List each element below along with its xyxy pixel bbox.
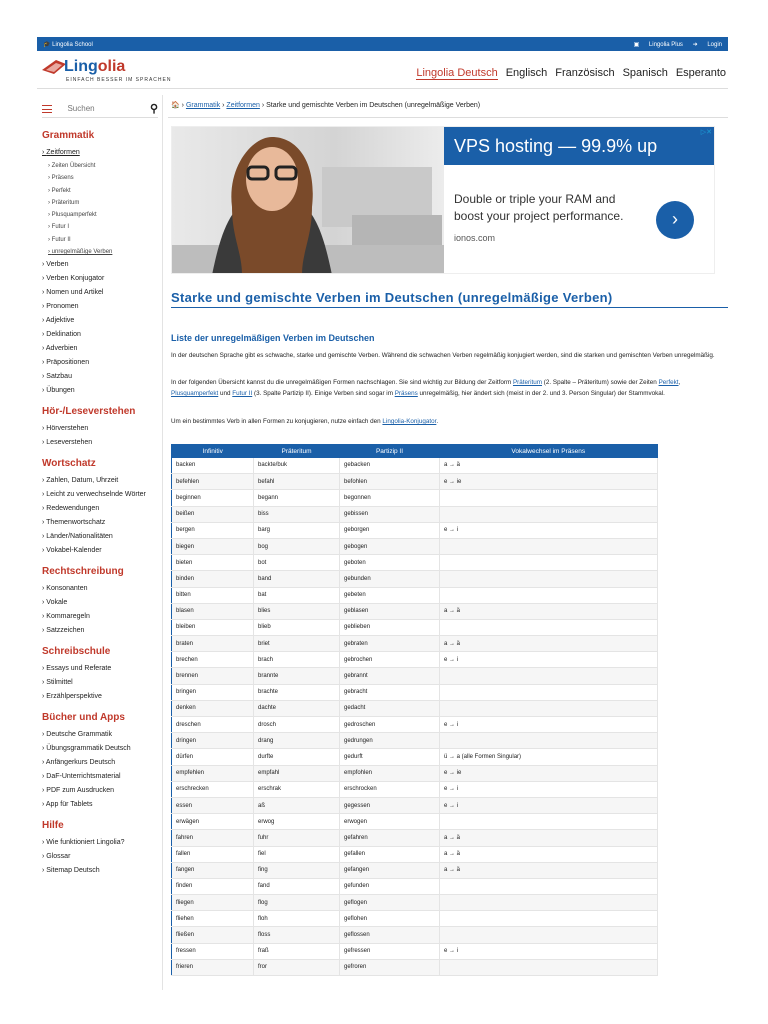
logo-text: Lingolia	[64, 58, 126, 75]
table-cell: essen	[172, 797, 254, 813]
search-bar	[42, 100, 158, 118]
breadcrumb-grammatik[interactable]: Grammatik	[185, 102, 221, 109]
table-row	[172, 538, 658, 554]
table-row	[172, 911, 658, 927]
sidebar-item[interactable]: › Adverbien	[42, 342, 158, 356]
table-cell: begonnen	[340, 490, 440, 506]
table-cell: gebunden	[340, 571, 440, 587]
table-cell: geflogen	[340, 895, 440, 911]
table-cell: brechen	[172, 652, 254, 668]
table-cell: bitten	[172, 587, 254, 603]
section-hoerverstehen[interactable]: Hör-/Leseverstehen	[42, 406, 136, 418]
table-cell: geblasen	[340, 603, 440, 619]
table-cell: bat	[254, 587, 340, 603]
sidebar-item[interactable]: › Glossar	[42, 850, 158, 864]
table-cell: backte/buk	[254, 458, 340, 474]
table-cell: gefallen	[340, 846, 440, 862]
sidebar-item[interactable]: › Deutsche Grammatik	[42, 728, 158, 742]
sidebar-item[interactable]: › Zahlen, Datum, Uhrzeit	[42, 474, 158, 488]
sidebar-subitem-active[interactable]: › unregelmäßige Verben	[42, 246, 158, 258]
table-cell: e → i	[440, 652, 658, 668]
col-praeteritum: Präteritum	[254, 445, 340, 458]
sidebar-item[interactable]: › Adjektive	[42, 314, 158, 328]
table-cell: fahren	[172, 830, 254, 846]
table-cell: gebacken	[340, 458, 440, 474]
table-row	[172, 619, 658, 635]
table-cell	[440, 684, 658, 700]
sidebar-subitem[interactable]: › Futur I	[42, 221, 158, 233]
sidebar-divider	[162, 95, 163, 990]
table-cell: finden	[172, 878, 254, 894]
table-cell: gebraten	[340, 636, 440, 652]
sidebar-item[interactable]: › PDF zum Ausdrucken	[42, 784, 158, 798]
breadcrumb: 🏠 › Grammatik › Zeitformen › Starke und gemischte Verben im Deutschen (unregelmäßige Verben)	[171, 102, 481, 109]
table-cell: empfohlen	[340, 765, 440, 781]
sidebar-item[interactable]: › Themenwortschatz	[42, 516, 158, 530]
sidebar-item[interactable]: › Essays und Referate	[42, 662, 158, 676]
sidebar-item[interactable]: › Anfängerkurs Deutsch	[42, 756, 158, 770]
sidebar-item[interactable]: › Pronomen	[42, 300, 158, 314]
table-cell: backen	[172, 458, 254, 474]
sidebar-item[interactable]: › App für Tablets	[42, 798, 158, 812]
table-row	[172, 490, 658, 506]
table-cell: gedurft	[340, 749, 440, 765]
table-cell: gebeten	[340, 587, 440, 603]
table-cell: gefahren	[340, 830, 440, 846]
table-cell: fangen	[172, 862, 254, 878]
lingolia-school-link[interactable]: 🎓 Lingolia School	[43, 41, 93, 48]
table-cell	[440, 959, 658, 975]
breadcrumb-zeitformen[interactable]: Zeitformen	[226, 102, 260, 109]
table-cell: a → ä	[440, 636, 658, 652]
table-cell	[440, 587, 658, 603]
ad-photo-illustration	[172, 127, 444, 274]
table-cell: fließen	[172, 927, 254, 943]
breadcrumb-divider	[168, 117, 728, 118]
table-row	[172, 959, 658, 975]
table-row	[172, 652, 658, 668]
table-row	[172, 814, 658, 830]
table-cell	[440, 668, 658, 684]
sidebar-item[interactable]: › Länder/Nationalitäten	[42, 530, 158, 544]
table-cell: dürfen	[172, 749, 254, 765]
lang-esperanto[interactable]: Esperanto	[675, 67, 726, 79]
table-row	[172, 749, 658, 765]
logo-tagline: EINFACH BESSER IM SPRACHEN	[66, 77, 172, 83]
table-row	[172, 506, 658, 522]
viewport-cutoff	[171, 983, 658, 991]
table-cell: dringen	[172, 733, 254, 749]
table-cell: e → ie	[440, 474, 658, 490]
sidebar-item[interactable]: › Redewendungen	[42, 502, 158, 516]
table-cell: brennen	[172, 668, 254, 684]
adchoices-icon[interactable]: ▷✕	[700, 129, 712, 136]
sidebar-item[interactable]: › Wie funktioniert Lingolia?	[42, 836, 158, 850]
section-schreibschule[interactable]: Schreibschule	[42, 646, 111, 658]
table-cell	[440, 538, 658, 554]
sidebar	[42, 100, 158, 878]
table-row	[172, 458, 658, 474]
section-subtitle: Liste der unregelmäßigen Verben im Deutschen	[171, 333, 375, 343]
breadcrumb-current: Starke und gemischte Verben im Deutschen (unregelmäßige Verben)	[266, 102, 481, 109]
table-row	[172, 797, 658, 813]
table-cell: empfehlen	[172, 765, 254, 781]
col-vokalwechsel: Vokalwechsel im Präsens	[440, 445, 658, 458]
table-row	[172, 765, 658, 781]
logo-mark-icon	[42, 60, 66, 74]
verb-table	[171, 444, 658, 976]
table-cell: gebissen	[340, 506, 440, 522]
top-utility-bar	[37, 37, 728, 51]
table-cell: a → ä	[440, 862, 658, 878]
lang-spanisch[interactable]: Spanisch	[622, 67, 668, 79]
table-cell	[440, 911, 658, 927]
sidebar-item[interactable]: › Leicht zu verwechselnde Wörter	[42, 488, 158, 502]
table-cell: geblieben	[340, 619, 440, 635]
lang-englisch[interactable]: Englisch	[505, 67, 548, 79]
sidebar-item[interactable]: › Stilmittel	[42, 676, 158, 690]
table-cell: geboten	[340, 555, 440, 571]
sidebar-subitem[interactable]: › Plusquamperfekt	[42, 209, 158, 221]
lang-deutsch[interactable]: Lingolia Deutsch	[416, 67, 498, 79]
sidebar-item[interactable]: › Übungsgrammatik Deutsch	[42, 742, 158, 756]
table-cell	[440, 490, 658, 506]
table-cell: gefunden	[340, 878, 440, 894]
table-header-row	[172, 445, 658, 458]
ad-headline[interactable]: VPS hosting — 99.9% up	[444, 127, 715, 165]
table-cell: brannte	[254, 668, 340, 684]
language-nav	[416, 67, 726, 80]
table-cell: blies	[254, 603, 340, 619]
ad-arrow-button[interactable]: ›	[656, 201, 694, 239]
sidebar-item[interactable]: › Vokale	[42, 596, 158, 610]
advertisement[interactable]	[171, 126, 715, 274]
table-row	[172, 733, 658, 749]
table-row	[172, 878, 658, 894]
sidebar-subitem[interactable]: › Präteritum	[42, 197, 158, 209]
table-cell: empfahl	[254, 765, 340, 781]
login-link[interactable]: ➜ Login	[692, 41, 722, 48]
sidebar-item-zeitformen[interactable]: › Zeitformen	[42, 146, 158, 160]
table-cell: gefroren	[340, 959, 440, 975]
table-row	[172, 895, 658, 911]
table-cell: bringen	[172, 684, 254, 700]
table-cell: fraß	[254, 943, 340, 959]
table-cell: begann	[254, 490, 340, 506]
table-cell: bieten	[172, 555, 254, 571]
table-cell: gegessen	[340, 797, 440, 813]
table-cell: bot	[254, 555, 340, 571]
sidebar-item[interactable]: › Deklination	[42, 328, 158, 342]
overview-paragraph: In der folgenden Übersicht kannst du die unregelmäßigen Formen nachschlagen. Sie sind wichtig zur Bildung der Zeitform Präteritum (2. Spalte – Präteritum) sowie der Zeiten Perfekt, Plusquamperfekt und Futur II (3. Spalte Partizip II). Einige Verben sind sogar im Präsens unregelmäßig, hier ändert sich (meist in der 2. und 3. Person Singular) der Stammvokal.	[171, 379, 681, 397]
table-row	[172, 781, 658, 797]
table-cell: gebrochen	[340, 652, 440, 668]
table-cell	[440, 814, 658, 830]
table-cell	[440, 878, 658, 894]
table-cell: braten	[172, 636, 254, 652]
table-cell: befehlen	[172, 474, 254, 490]
table-row	[172, 555, 658, 571]
table-cell: blieb	[254, 619, 340, 635]
table-cell: drosch	[254, 717, 340, 733]
table-cell: a → ä	[440, 830, 658, 846]
table-cell: gefressen	[340, 943, 440, 959]
sidebar-item[interactable]: › Erzählperspektive	[42, 690, 158, 704]
table-cell	[440, 927, 658, 943]
table-cell: a → ä	[440, 458, 658, 474]
link-konjugator[interactable]: Lingolia-Konjugator	[382, 418, 437, 425]
table-cell: ü → a (alle Formen Singular)	[440, 749, 658, 765]
page-title: Starke und gemischte Verben im Deutschen (unregelmäßige Verben)	[171, 290, 613, 305]
table-row	[172, 668, 658, 684]
table-row	[172, 846, 658, 862]
table-cell: e → i	[440, 522, 658, 538]
table-cell: gebogen	[340, 538, 440, 554]
table-cell: geflossen	[340, 927, 440, 943]
table-cell: gebrannt	[340, 668, 440, 684]
table-cell: befohlen	[340, 474, 440, 490]
sidebar-subitem[interactable]: › Präsens	[42, 172, 158, 184]
table-cell: gedrungen	[340, 733, 440, 749]
link-futur-ii[interactable]: Futur II	[232, 390, 253, 397]
sidebar-item[interactable]: › Vokabel-Kalender	[42, 544, 158, 558]
menu-icon[interactable]	[42, 105, 52, 113]
table-cell: geflohen	[340, 911, 440, 927]
ad-body: Double or triple your RAM and boost your project performance.	[454, 192, 624, 223]
table-cell: e → i	[440, 717, 658, 733]
table-cell: bleiben	[172, 619, 254, 635]
search-input[interactable]	[67, 104, 139, 113]
search-icon[interactable]: ⚲	[149, 103, 158, 115]
table-cell: geborgen	[340, 522, 440, 538]
table-cell: fliehen	[172, 911, 254, 927]
table-cell: barg	[254, 522, 340, 538]
sidebar-item[interactable]: › Leseverstehen	[42, 436, 158, 450]
table-cell: e → i	[440, 781, 658, 797]
table-cell	[440, 506, 658, 522]
table-cell: flog	[254, 895, 340, 911]
sidebar-item[interactable]: › Satzzeichen	[42, 624, 158, 638]
col-partizip: Partizip II	[340, 445, 440, 458]
table-cell: fressen	[172, 943, 254, 959]
konjugator-paragraph: Um ein bestimmtes Verb in allen Formen zu konjugieren, nutze einfach den Lingolia-Konjugator.	[171, 418, 439, 425]
lang-franzoesisch[interactable]: Französisch	[555, 67, 615, 79]
table-cell: fallen	[172, 846, 254, 862]
table-cell: erschrak	[254, 781, 340, 797]
lingolia-plus-link[interactable]: ▣ Lingolia Plus	[633, 41, 683, 48]
site-logo[interactable]	[42, 58, 172, 88]
sidebar-item[interactable]: › Kommaregeln	[42, 610, 158, 624]
table-cell: gebracht	[340, 684, 440, 700]
sidebar-item[interactable]: › Übungen	[42, 384, 158, 398]
table-cell: fiel	[254, 846, 340, 862]
table-row	[172, 603, 658, 619]
table-row	[172, 700, 658, 716]
table-cell: e → ie	[440, 765, 658, 781]
table-cell	[440, 733, 658, 749]
table-row	[172, 830, 658, 846]
sidebar-item[interactable]: › Konsonanten	[42, 582, 158, 596]
table-row	[172, 927, 658, 943]
table-cell: erschrecken	[172, 781, 254, 797]
section-rechtschreibung[interactable]: Rechtschreibung	[42, 566, 124, 578]
table-row	[172, 943, 658, 959]
table-cell: befahl	[254, 474, 340, 490]
table-cell: biss	[254, 506, 340, 522]
table-cell: beißen	[172, 506, 254, 522]
table-cell: briet	[254, 636, 340, 652]
table-cell: fror	[254, 959, 340, 975]
table-cell: fliegen	[172, 895, 254, 911]
section-buecher[interactable]: Bücher und Apps	[42, 712, 125, 724]
table-row	[172, 717, 658, 733]
table-row	[172, 571, 658, 587]
table-cell: drang	[254, 733, 340, 749]
section-wortschatz[interactable]: Wortschatz	[42, 458, 96, 470]
table-cell: bog	[254, 538, 340, 554]
table-cell: frieren	[172, 959, 254, 975]
table-cell: brachte	[254, 684, 340, 700]
table-row	[172, 862, 658, 878]
table-cell: durfte	[254, 749, 340, 765]
header-divider	[37, 88, 728, 89]
link-plusquamperfekt[interactable]: Plusquamperfekt	[171, 390, 219, 397]
table-cell: fing	[254, 862, 340, 878]
table-cell	[440, 700, 658, 716]
table-cell: e → i	[440, 943, 658, 959]
table-cell: beginnen	[172, 490, 254, 506]
table-cell	[440, 555, 658, 571]
table-cell: a → ä	[440, 603, 658, 619]
table-cell: binden	[172, 571, 254, 587]
table-cell: gedacht	[340, 700, 440, 716]
table-cell: denken	[172, 700, 254, 716]
table-cell: fuhr	[254, 830, 340, 846]
table-cell: dreschen	[172, 717, 254, 733]
section-hilfe[interactable]: Hilfe	[42, 820, 64, 832]
table-cell	[440, 619, 658, 635]
sidebar-item[interactable]: › Hörverstehen	[42, 422, 158, 436]
link-praeteritum[interactable]: Präteritum	[512, 379, 543, 386]
table-cell: dachte	[254, 700, 340, 716]
link-praesens[interactable]: Präsens	[394, 390, 418, 397]
sidebar-subitem[interactable]: › Zeiten Übersicht	[42, 160, 158, 172]
table-cell: band	[254, 571, 340, 587]
table-cell: a → ä	[440, 846, 658, 862]
table-cell: gefangen	[340, 862, 440, 878]
intro-paragraph: In der deutschen Sprache gibt es schwache, starke und gemischte Verben. Während die schwachen Verben regelmäßig konjugiert werden, sind die starken und gemischten Verben unregelmäßig.	[171, 352, 715, 359]
table-cell: gedroschen	[340, 717, 440, 733]
col-infinitiv: Infinitiv	[172, 445, 254, 458]
sidebar-item[interactable]: › Nomen und Artikel	[42, 286, 158, 300]
table-cell: aß	[254, 797, 340, 813]
table-row	[172, 587, 658, 603]
section-grammatik[interactable]: Grammatik	[42, 130, 95, 141]
sidebar-item[interactable]: › Präpositionen	[42, 356, 158, 370]
sidebar-item[interactable]: › Verben Konjugator	[42, 272, 158, 286]
sidebar-subitem[interactable]: › Futur II	[42, 234, 158, 246]
table-cell: floh	[254, 911, 340, 927]
table-cell: blasen	[172, 603, 254, 619]
table-row	[172, 474, 658, 490]
table-cell: brach	[254, 652, 340, 668]
table-cell: floss	[254, 927, 340, 943]
table-cell	[440, 895, 658, 911]
table-cell: erwog	[254, 814, 340, 830]
ad-url[interactable]: ionos.com	[454, 233, 496, 243]
title-underline	[171, 307, 728, 308]
table-row	[172, 636, 658, 652]
table-cell: erwägen	[172, 814, 254, 830]
link-perfekt[interactable]: Perfekt	[658, 379, 679, 386]
table-row	[172, 684, 658, 700]
sidebar-item[interactable]: › Verben	[42, 258, 158, 272]
table-cell	[440, 571, 658, 587]
home-icon[interactable]: 🏠	[171, 102, 180, 109]
sidebar-item[interactable]: › Satzbau	[42, 370, 158, 384]
table-cell: erschrocken	[340, 781, 440, 797]
ad-photo	[172, 127, 444, 274]
table-cell: fand	[254, 878, 340, 894]
table-cell: e → i	[440, 797, 658, 813]
sidebar-subitem[interactable]: › Perfekt	[42, 185, 158, 197]
table-cell: biegen	[172, 538, 254, 554]
table-row	[172, 522, 658, 538]
sidebar-item[interactable]: › Sitemap Deutsch	[42, 864, 158, 878]
sidebar-item[interactable]: › DaF-Unterrichtsmaterial	[42, 770, 158, 784]
table-cell: bergen	[172, 522, 254, 538]
table-cell: erwogen	[340, 814, 440, 830]
